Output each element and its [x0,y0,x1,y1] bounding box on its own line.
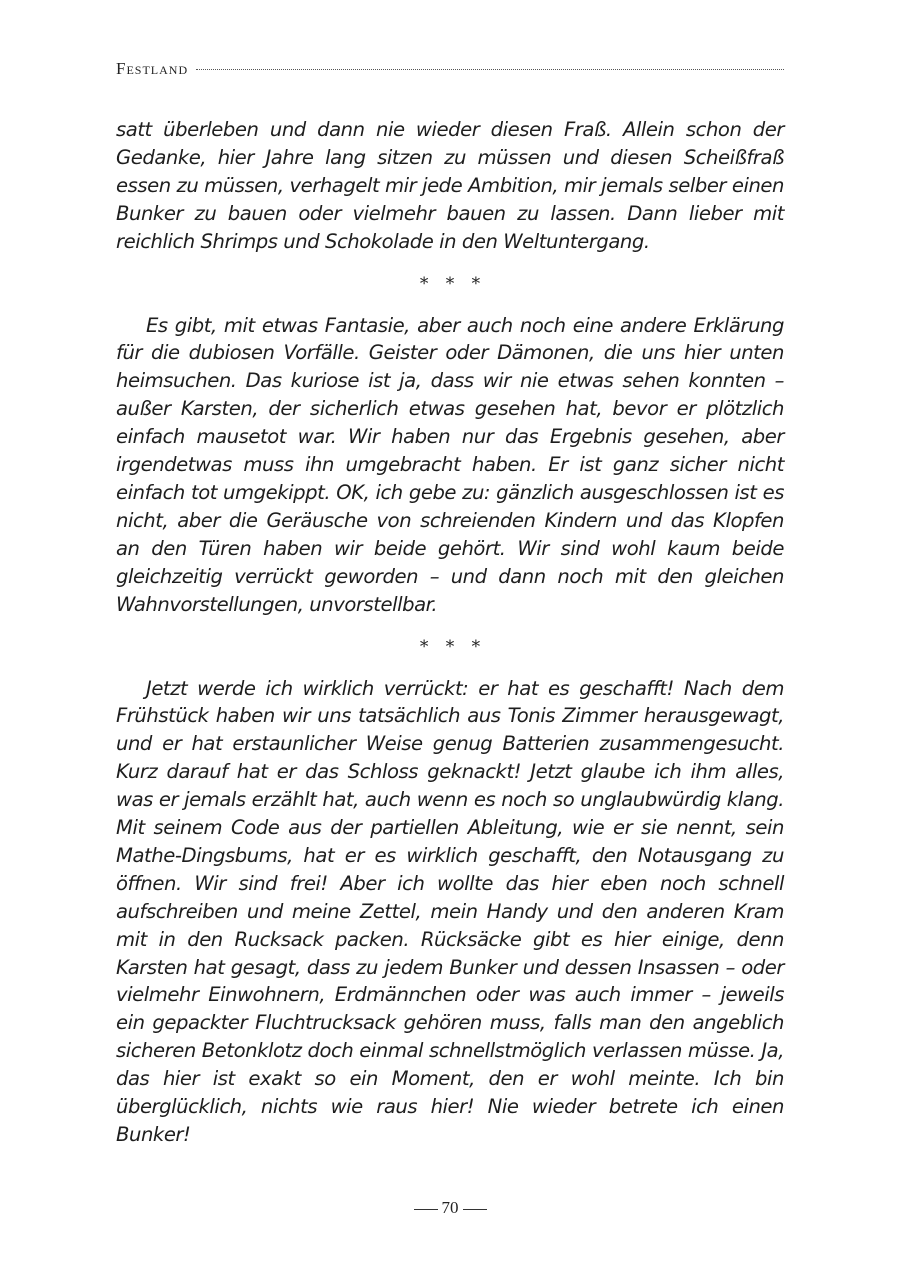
page-number: 70 [441,1198,459,1217]
paragraph-2: Es gibt, mit etwas Fantasie, aber auch noch eine andere Erklärung für die dubiosen Vorfälle. Geister oder Dämonen, die uns hier unten heimsuchen. Das kuriose ist ja, dass wir nie etwas sehen konnten – außer Karsten, der sicherlich etwas gesehen hat, bevor er plötzlich einfach mausetot war. Wir haben nur das Ergebnis gesehen, aber irgendetwas muss ihn umgebracht haben. Er ist ganz sicher nicht einfach tot umgekippt. OK, ich gebe zu: gänzlich ausgeschlossen ist es nicht, aber die Geräusche von schreienden Kindern und das Klopfen an den Türen haben wir beide gehört. Wir sind wohl kaum beide gleichzeitig verrückt geworden – und dann noch mit den gleichen Wahnvorstellungen, unvorstellbar. [116,313,784,616]
section-separator-1: * * * [419,273,487,294]
page-footer [0,1198,900,1218]
section-separator-2: * * * [419,636,487,657]
page-body [116,116,784,1149]
running-header [116,59,784,79]
running-header-title: Festland [116,59,189,78]
header-dotted-rule [196,69,784,70]
footer-dash-right [463,1209,487,1210]
footer-dash-left [414,1209,438,1210]
paragraph-1: satt überleben und dann nie wieder diesen Fraß. Allein schon der Gedanke, hier Jahre lang sitzen zu müssen und diesen Scheißfraß essen zu müssen, verhagelt mir jede Ambition, mir jemals selber einen Bunker zu bauen oder vielmehr bauen zu lassen. Dann lieber mit reichlich Shrimps und Schokolade in den Weltuntergang. [116,118,784,253]
paragraph-3: Jetzt werde ich wirklich verrückt: er hat es geschafft! Nach dem Frühstück haben wir uns tatsächlich aus Tonis Zimmer herausgewagt, und er hat erstaunlicher Weise genug Batterien zusammengesucht. Kurz darauf hat er das Schloss geknackt! Jetzt glaube ich ihm alles, was er jemals erzählt hat, auch wenn es noch so unglaubwürdig klang. Mit seinem Code aus der partiellen Ableitung, wie er sie nennt, sein Mathe-Dingsbums, hat er es wirklich geschafft, den Notausgang zu öffnen. Wir sind frei! Aber ich wollte das hier eben noch schnell aufschreiben und meine Zettel, mein Handy und den anderen Kram mit in den Rucksack packen. Rücksäcke gibt es hier einige, denn Karsten hat gesagt, dass zu jedem Bunker und dessen Insassen – oder vielmehr Einwohnern, Erdmännchen oder was auch immer – jeweils ein gepackter Fluchtrucksack gehören muss, falls man den angeblich sicheren Betonklotz doch einmal schnellstmöglich verlassen müsse. Ja, das hier ist exakt so ein Moment, den er wohl meinte. Ich bin überglücklich, nichts wie raus hier! Nie wieder betrete ich einen Bunker! [116,676,784,1146]
